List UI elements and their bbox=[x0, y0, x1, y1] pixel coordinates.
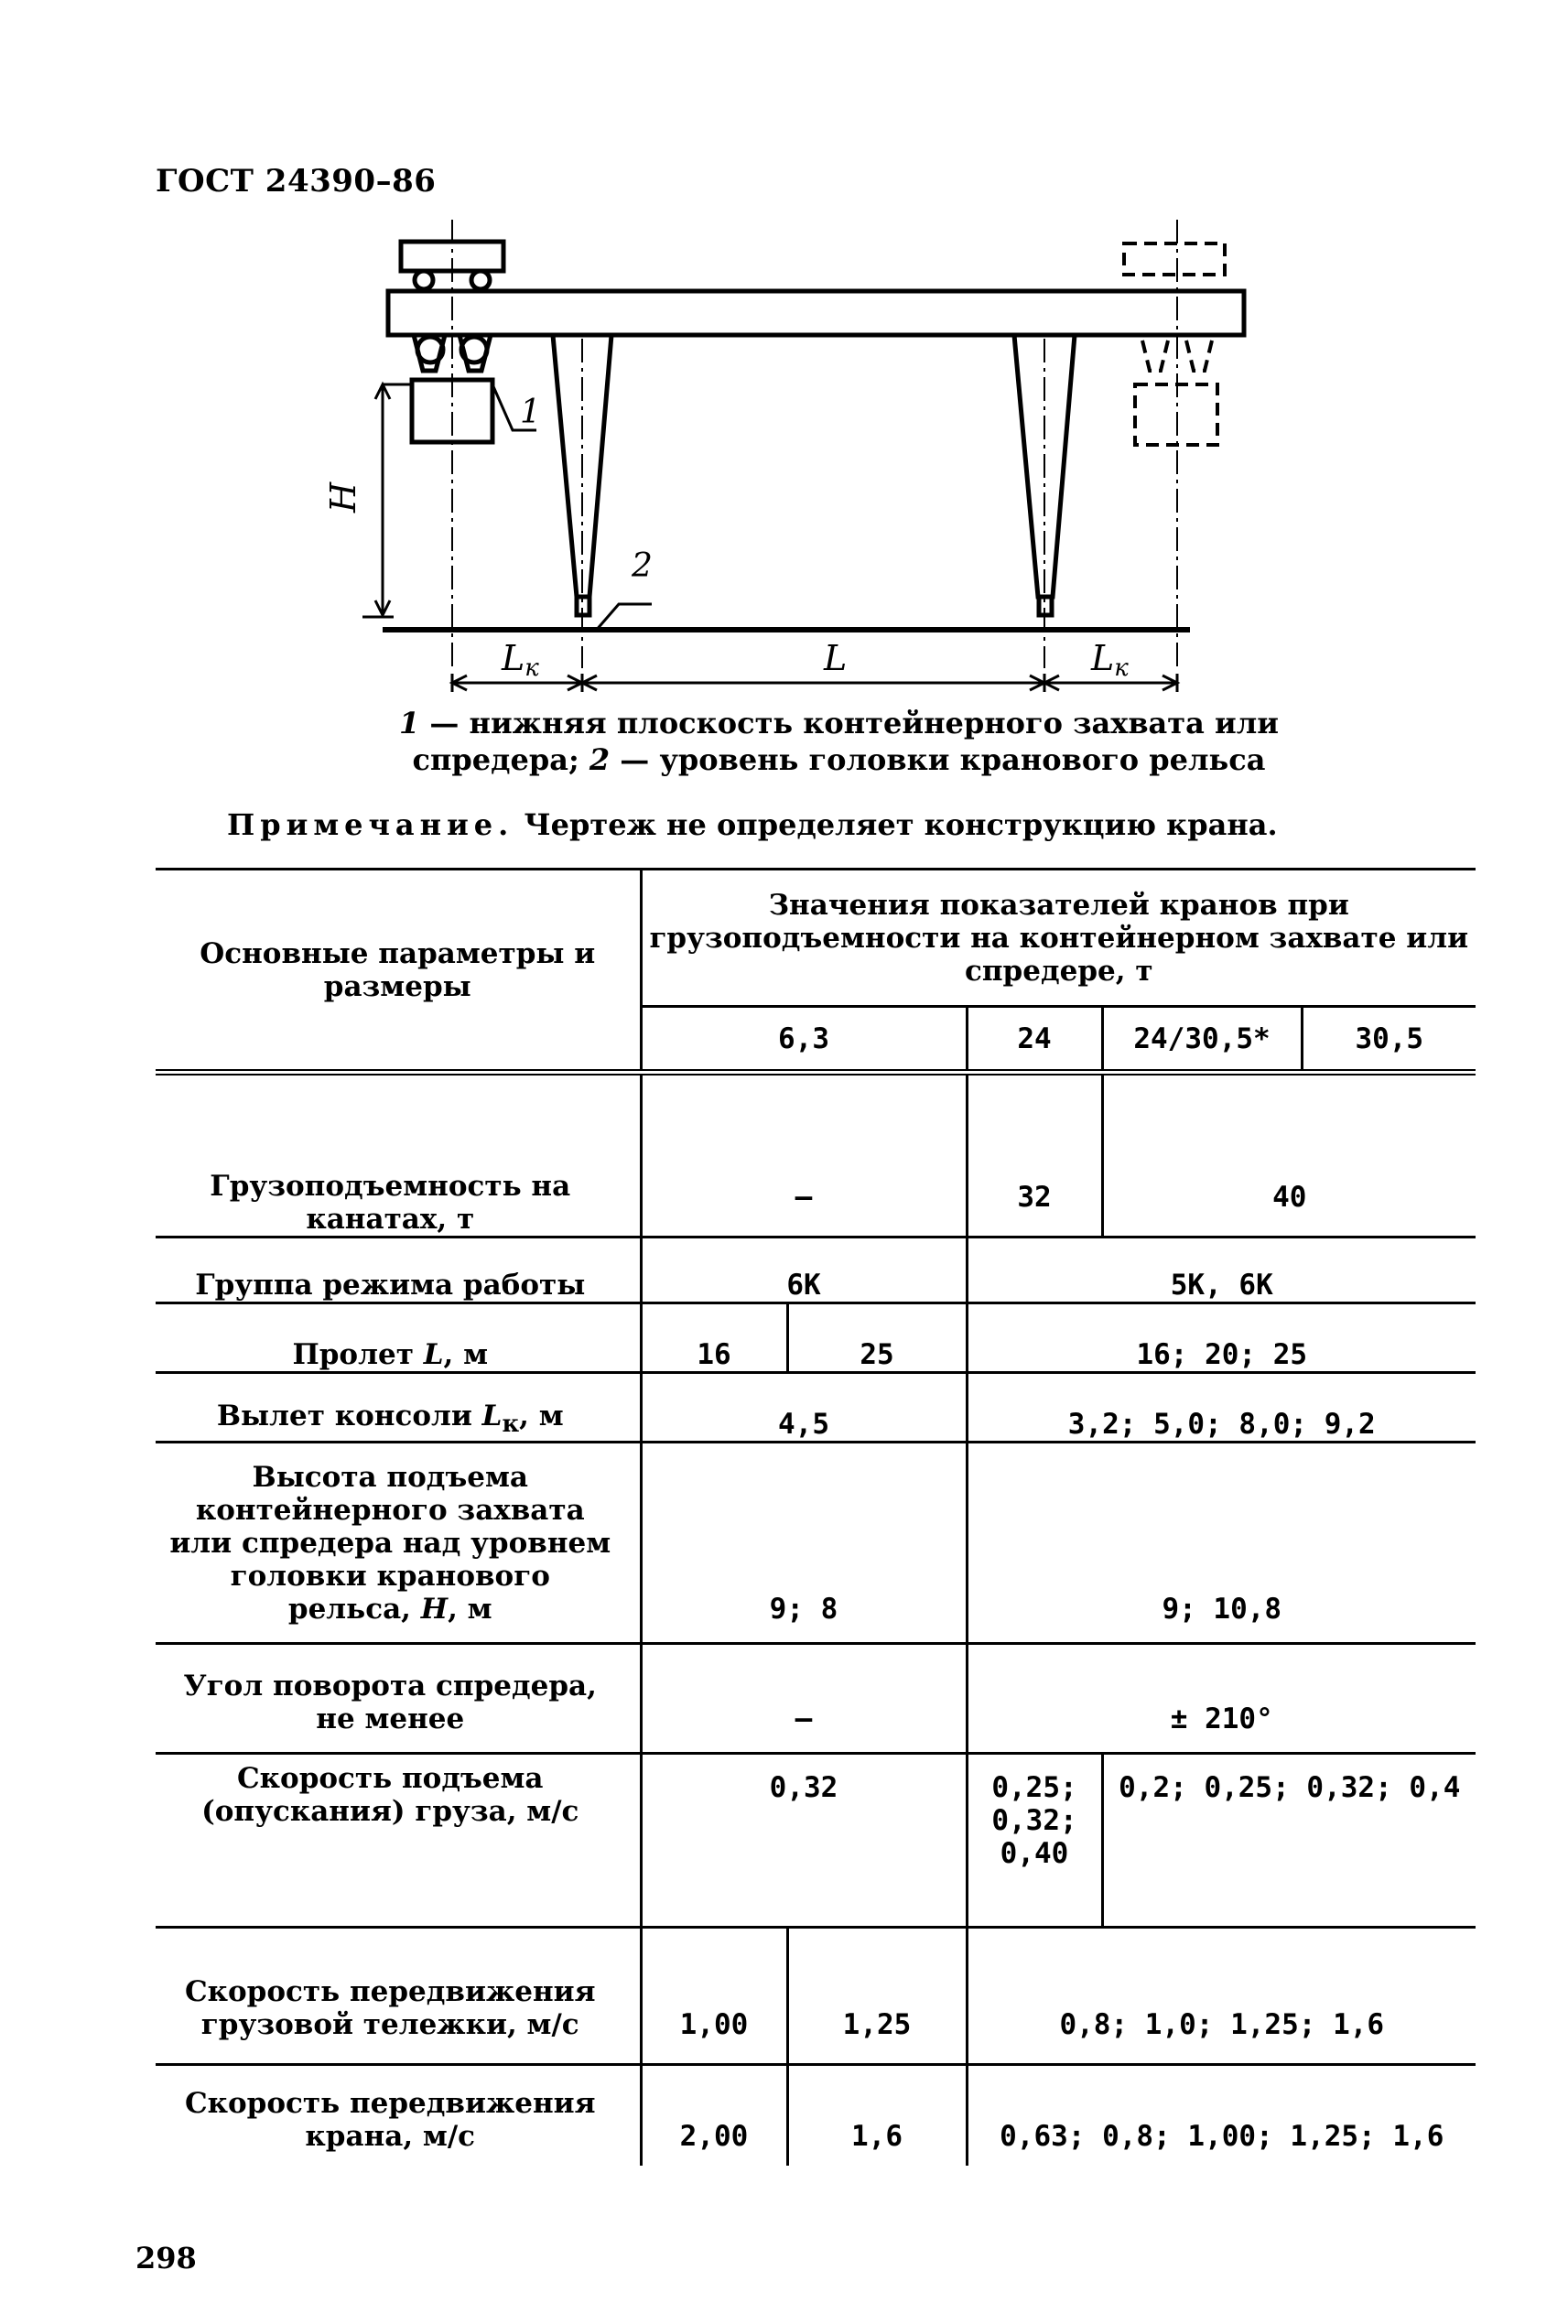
label-H: H bbox=[323, 481, 363, 513]
header-values: Значения показателей кранов при грузоподъемности на контейнерном захвате или спредере, т bbox=[649, 888, 1469, 988]
crane-beam bbox=[388, 291, 1244, 335]
parameters-table bbox=[156, 868, 1476, 2166]
note-label: Примечание. bbox=[227, 807, 514, 842]
label-L: L bbox=[824, 638, 848, 678]
table-row: Грузоподъемность на канатах, т — 32 40 bbox=[156, 1073, 1476, 1238]
label-1: 1 bbox=[520, 394, 541, 431]
col-24-30-5: 24/30,5* bbox=[1102, 1007, 1302, 1073]
note-text: Чертеж не определяет конструкцию крана. bbox=[514, 807, 1278, 842]
page-number: 298 bbox=[135, 2241, 197, 2275]
table-row: Высота подъема контейнерного захвата или спредера над уровнем головки кранового рельса, H, м 9; 8 9; 10,8 bbox=[156, 1443, 1476, 1644]
row-label: Грузоподъемность на канатах, т bbox=[156, 1073, 641, 1238]
note bbox=[227, 807, 1278, 842]
figure-caption-line1: 1 — нижняя плоскость контейнерного захвата или bbox=[398, 706, 1280, 740]
table-row: Угол поворота спредера, не менее — ± 210° bbox=[156, 1644, 1476, 1754]
col-24: 24 bbox=[967, 1007, 1102, 1073]
table-row: Скорость передвижения грузовой тележки, м/с 1,00 1,25 0,8; 1,0; 1,25; 1,6 bbox=[156, 1928, 1476, 2065]
figure-caption-line2: спредера; 2 — уровень головки кранового рельса bbox=[412, 742, 1266, 777]
table-row: Скорость передвижения крана, м/с 2,00 1,6 0,63; 0,8; 1,00; 1,25; 1,6 bbox=[156, 2065, 1476, 2166]
header-params: Основные параметры и размеры bbox=[156, 870, 641, 1073]
table-row: Вылет консоли $L_к$, м 4,5 3,2; 5,0; 8,0; 9,2 bbox=[156, 1373, 1476, 1443]
table-row: Группа режима работы 6К 5К, 6К bbox=[156, 1238, 1476, 1303]
label-2: 2 bbox=[632, 547, 653, 585]
label-lk-right: Lк bbox=[1091, 638, 1129, 682]
table-row: Пролет L, м 16 25 16; 20; 25 bbox=[156, 1303, 1476, 1373]
col-6-3: 6,3 bbox=[641, 1007, 967, 1073]
document-header: ГОСТ 24390–86 bbox=[156, 163, 437, 200]
label-lk-left: Lк bbox=[502, 638, 539, 682]
table-row: Скорость подъема (опускания) груза, м/с 0,32 0,25; 0,32; 0,40 0,2; 0,25; 0,32; 0,4 bbox=[156, 1754, 1476, 1928]
crane-drawing bbox=[0, 0, 1568, 696]
col-30-5: 30,5 bbox=[1302, 1007, 1476, 1073]
